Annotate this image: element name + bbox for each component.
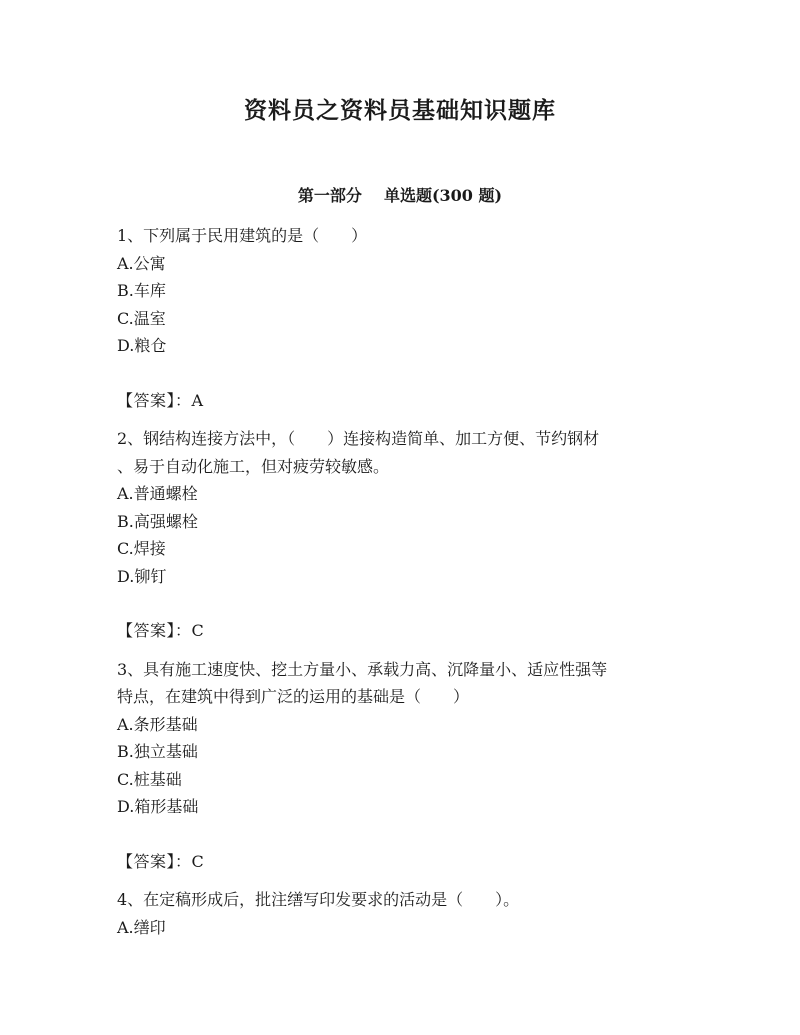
answer-label: 【答案】： xyxy=(117,390,192,410)
answer-line xyxy=(117,387,687,415)
option-c: C.桩基础 xyxy=(117,769,182,789)
section-name: 单选题(300 题) xyxy=(383,186,503,205)
answer-label: 【答案】： xyxy=(117,851,192,871)
question-stem-continued: 特点，在建筑中得到广泛的运用的基础是（ ） xyxy=(117,687,470,706)
answer-label: 【答案】： xyxy=(117,621,192,640)
question-4 xyxy=(117,886,687,941)
document-title: 资料员之资料员基础知识题库 xyxy=(244,97,556,124)
option-d: D.铆钉 xyxy=(117,566,167,586)
question-1 xyxy=(117,222,687,414)
question-2 xyxy=(117,425,687,645)
question-stem: 1、下列属于民用建筑的是（ ） xyxy=(117,226,368,245)
answer-line xyxy=(117,848,687,876)
option-c: C.焊接 xyxy=(117,539,166,558)
question-stem-continued: 、易于自动化施工，但对疲劳较敏感。 xyxy=(117,456,390,476)
option-a: A.普通螺栓 xyxy=(117,484,198,503)
option-d: D.粮仓 xyxy=(117,336,167,355)
option-a: A.公寓 xyxy=(117,253,166,273)
option-a: A.条形基础 xyxy=(117,714,198,734)
answer-value: A xyxy=(191,390,204,410)
option-c: C.温室 xyxy=(117,308,166,328)
question-stem: 2、钢结构连接方法中，（ ）连接构造简单、加工方便、节约钢材 xyxy=(117,429,600,448)
question-stem: 3、具有施工速度快、挖土方量小、承载力高、沉降量小、适应性强等 xyxy=(117,659,608,679)
answer-value: C xyxy=(191,851,205,871)
question-stem: 4、在定稿形成后，批注缮写印发要求的活动是（ ）。 xyxy=(117,890,520,909)
option-d: D.箱形基础 xyxy=(117,797,199,816)
option-b: B.独立基础 xyxy=(117,742,198,761)
option-b: B.车库 xyxy=(117,281,166,300)
question-list xyxy=(117,222,687,941)
section-part: 第一部分 xyxy=(297,186,362,205)
section-heading xyxy=(0,183,800,206)
answer-line xyxy=(117,617,687,645)
option-b: B.高强螺栓 xyxy=(117,511,198,531)
answer-value: C xyxy=(191,621,205,640)
question-3 xyxy=(117,656,687,876)
option-a: A.缮印 xyxy=(117,917,166,937)
